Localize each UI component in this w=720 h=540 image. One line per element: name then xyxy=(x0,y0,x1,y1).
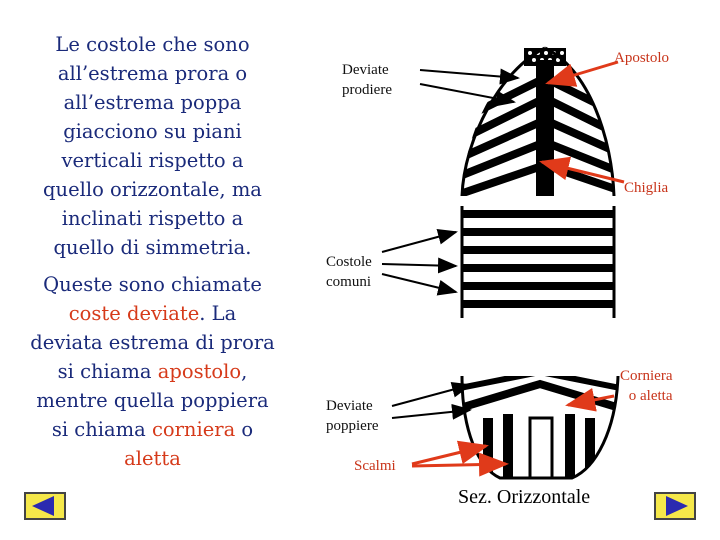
label-line: poppiere xyxy=(326,418,379,434)
arrow-costole-comuni-3 xyxy=(382,274,456,292)
text-segment: . xyxy=(199,302,206,325)
term-apostolo: apostolo xyxy=(157,360,242,383)
common-frame xyxy=(462,264,614,272)
label-line: Costole xyxy=(326,254,372,270)
term-corniera: corniera xyxy=(151,418,236,441)
label-chiglia: Chiglia xyxy=(624,180,669,196)
label-corniera xyxy=(620,366,672,406)
label-line: comuni xyxy=(326,274,371,290)
stern-frame-post xyxy=(565,414,575,478)
arrow-costole-comuni-1 xyxy=(382,232,456,252)
arrow-deviate-poppiere-1 xyxy=(392,385,470,406)
text-segment: mentre quella poppiera si chiama xyxy=(36,389,269,441)
term-coste-deviate: coste deviate xyxy=(68,302,200,325)
term-aletta: aletta xyxy=(124,447,181,470)
next-slide-button[interactable] xyxy=(654,492,696,520)
arrow-scalmi-2 xyxy=(412,464,506,466)
text-segment: o xyxy=(241,418,254,441)
stern-section xyxy=(460,372,620,478)
arrow-costole-comuni-2 xyxy=(382,264,456,266)
common-frame xyxy=(462,282,614,290)
text-segment: La deviata estrema di prora si chiama xyxy=(30,302,275,383)
stern-frame-post xyxy=(503,414,513,478)
label-line: prodiere xyxy=(342,82,392,98)
label-deviate-poppiere xyxy=(326,396,378,436)
label-line: Corniera xyxy=(620,368,673,384)
label-line: Deviate xyxy=(342,62,389,78)
label-apostolo: Apostolo xyxy=(614,50,670,66)
common-frame xyxy=(462,246,614,254)
stern-deviated-frame xyxy=(460,384,620,408)
label-scalmi: Scalmi xyxy=(354,458,396,474)
common-frame xyxy=(462,210,614,218)
intro-paragraph: Le costole che sono all’estrema prora o all’estrema poppa giacciono su piani verticali rispetto a quello orizzontale, ma inclinati rispetto a quello di simmetria. xyxy=(43,33,262,259)
arrow-deviate-poppiere-2 xyxy=(392,410,470,418)
arrow-scalmi-1 xyxy=(412,446,486,464)
section-caption: Sez. Orizzontale xyxy=(458,486,591,508)
label-line: o aletta xyxy=(628,388,673,404)
common-frame xyxy=(462,228,614,236)
common-frames-section xyxy=(462,206,614,318)
label-costole-comuni xyxy=(326,252,372,292)
text-segment: Queste sono chiamate xyxy=(43,273,262,296)
prev-slide-button[interactable] xyxy=(24,492,66,520)
text-segment: , xyxy=(241,360,248,383)
common-frame xyxy=(462,300,614,308)
label-deviate-prodiere xyxy=(342,60,392,100)
arrow-deviate-prodiere-1 xyxy=(420,70,518,78)
label-line: Deviate xyxy=(326,398,373,414)
stern-transom-frame xyxy=(530,418,552,478)
